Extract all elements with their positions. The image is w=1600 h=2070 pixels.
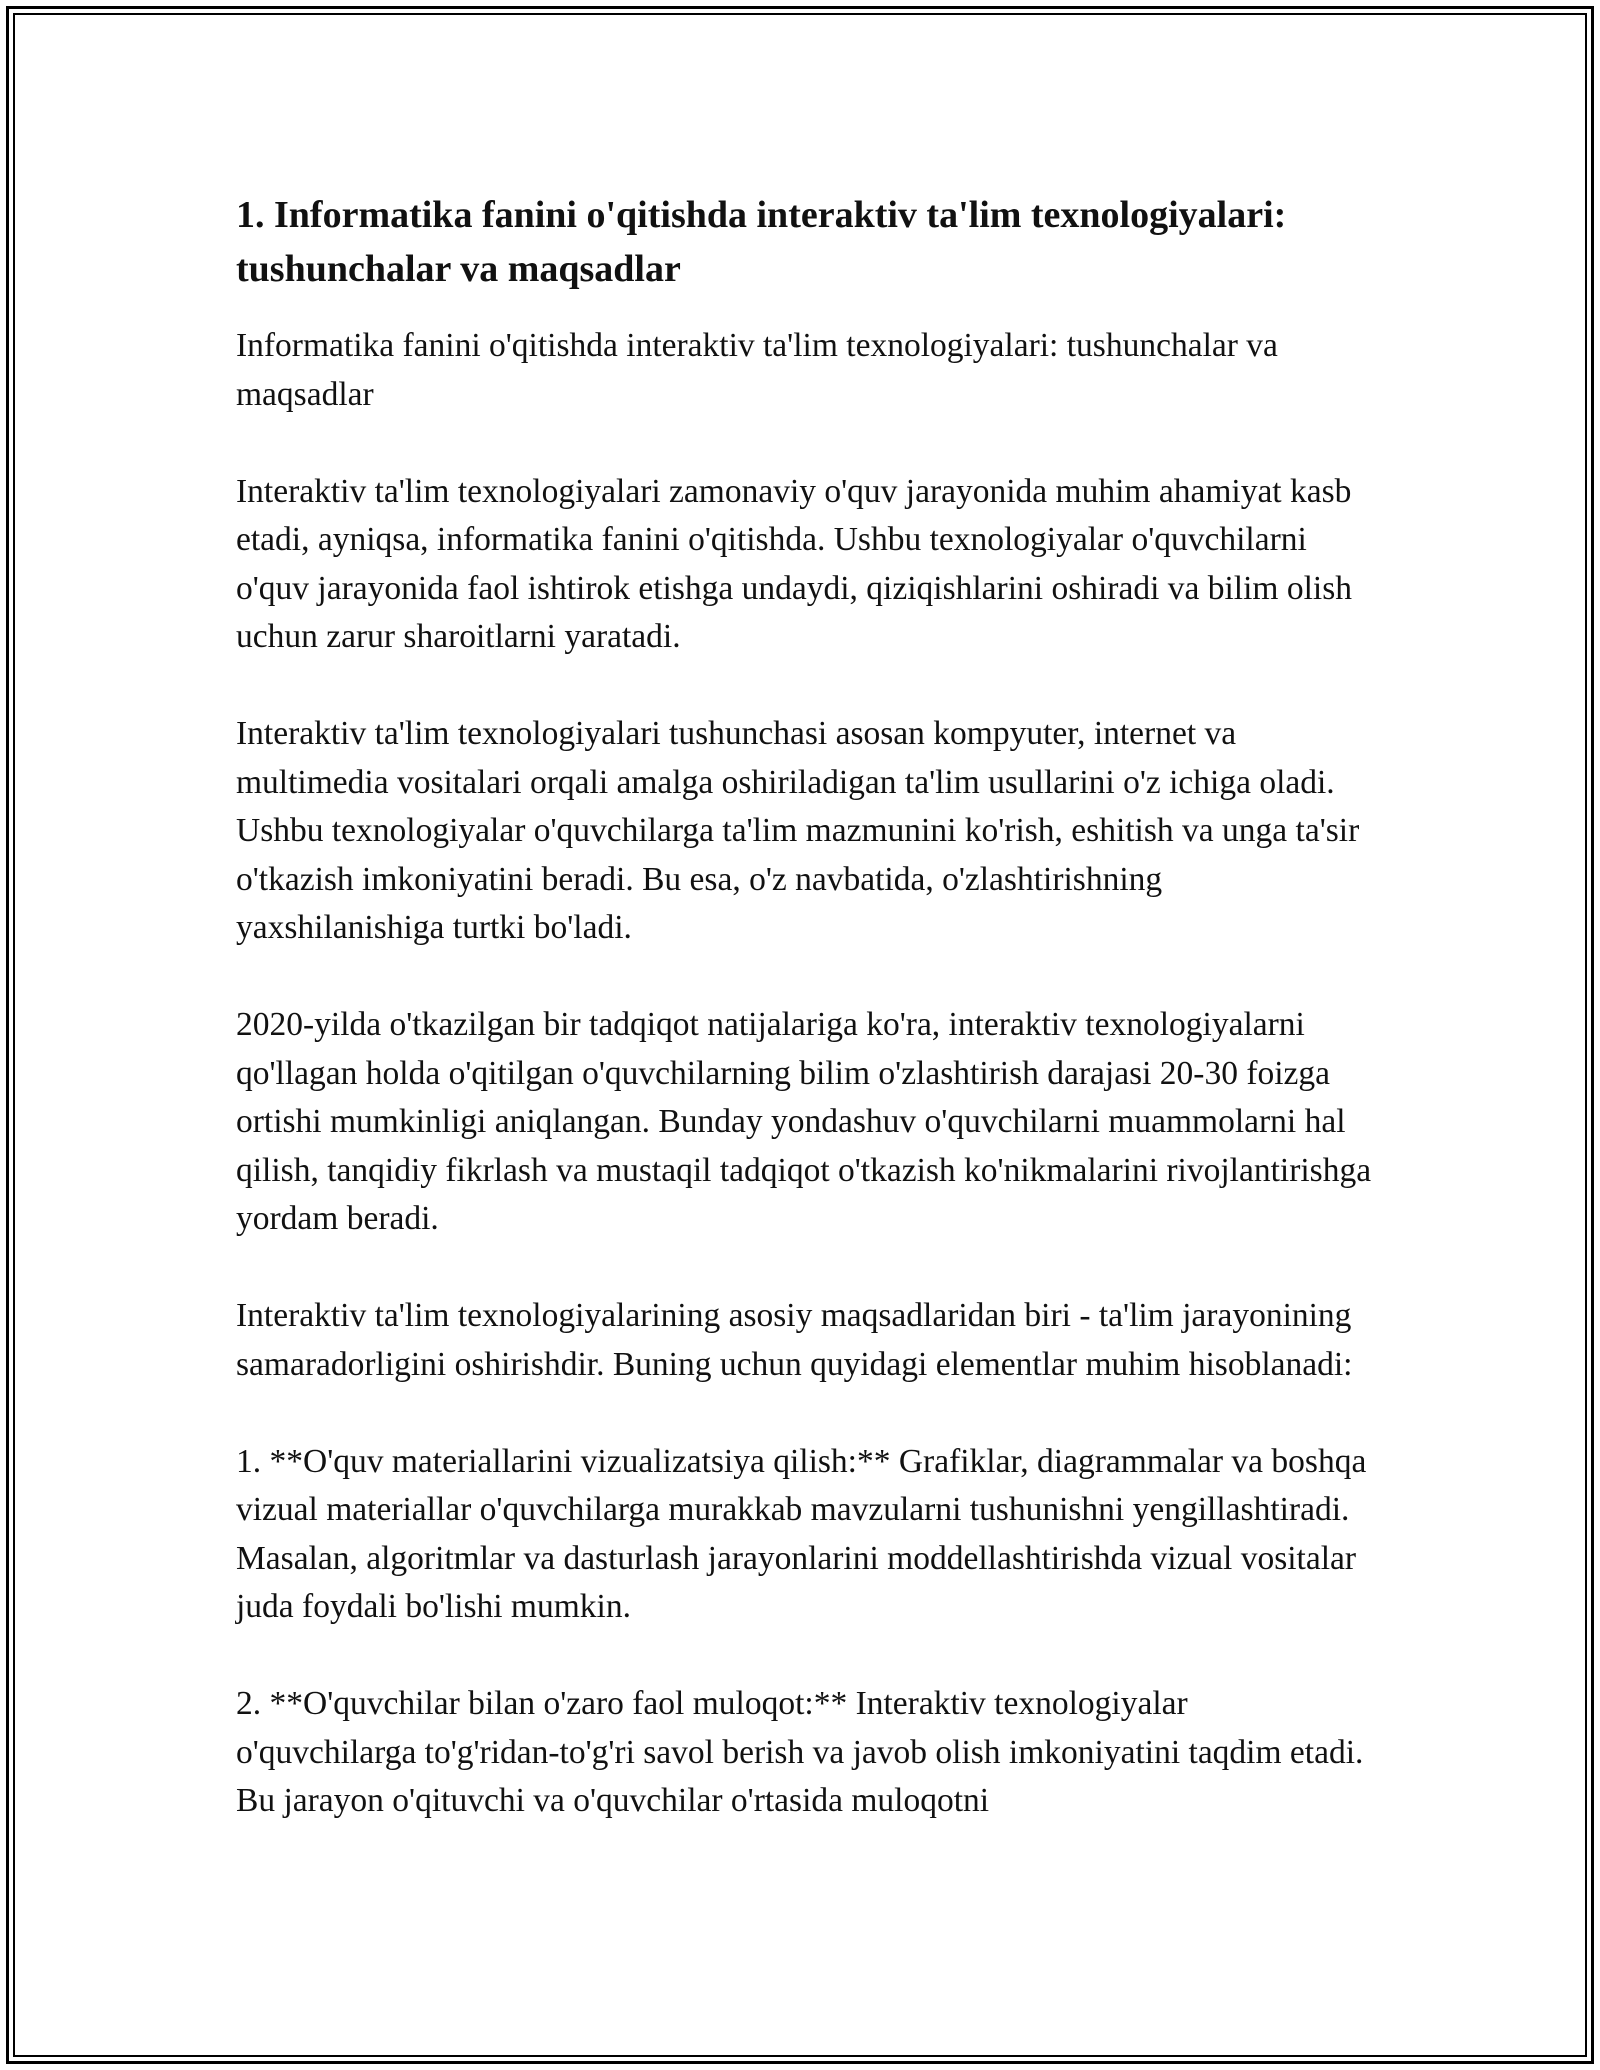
- section-title: 1. Informatika fanini o'qitishda interaktiv ta'lim texnologiyalari: tushunchalar va maqsadlar: [236, 194, 1287, 290]
- section-text: [236, 322, 1376, 1826]
- list-item-communication: 2. **O'quvchilar bilan o'zaro faol muloqot:** Interaktiv texnologiyalar o'quvchilarga to'g'ridan-to'g'ri savol berish va javob olish imkoniyatini taqdim etadi. Bu jarayon o'qituvchi va o'quvchilar o'rtasida muloqotni: [236, 1685, 1364, 1819]
- document-body: [236, 188, 1376, 1826]
- concept-paragraph: Interaktiv ta'lim texnologiyalari tushunchasi asosan kompyuter, internet va multimedia vositalari orqali amalga oshiriladigan ta'lim usullarini o'z ichiga oladi. Ushbu texnologiyalar o'quvchilarga ta'lim mazmunini ko'rish, eshitish va unga ta'sir o'tkazish imkoniyatini beradi. Bu esa, o'z navbatida, o'zlashtirishning yaxshilanishiga turtki bo'ladi.: [236, 715, 1360, 946]
- research-paragraph: 2020-yilda o'tkazilgan bir tadqiqot natijalariga ko'ra, interaktiv texnologiyalarni qo'llagan holda o'qitilgan o'quvchilarning bilim o'zlashtirish darajasi 20-30 foizga ortishi mumkinligi aniqlangan. Bunday yondashuv o'quvchilarni muammolarni hal qilish, tanqidiy fikrlash va mustaqil tadqiqot o'tkazish ko'nikmalarini rivojlantirishga yordam beradi.: [236, 1006, 1372, 1237]
- intro-paragraph: Interaktiv ta'lim texnologiyalari zamonaviy o'quv jarayonida muhim ahamiyat kasb etadi, ayniqsa, informatika fanini o'qitishda. Ushbu texnologiyalar o'quvchilarni o'quv jarayonida faol ishtirok etishga undaydi, qiziqishlarini oshiradi va bilim olish uchun zarur sharoitlarni yaratadi.: [236, 472, 1353, 655]
- goals-paragraph: Interaktiv ta'lim texnologiyalarining asosiy maqsadlaridan biri - ta'lim jarayonining samaradorligini oshirishdir. Buning uchun quyidagi elementlar muhim hisoblanadi:: [236, 1297, 1353, 1383]
- list-item-visualization: 1. **O'quv materiallarini vizualizatsiya qilish:** Grafiklar, diagrammalar va boshqa vizual materiallar o'quvchilarga murakkab mavzularni tushunishni yengillashtiradi. Masalan, algoritmlar va dasturlash jarayonlarini moddellashtirishda vizual vositalar juda foydali bo'lishi mumkin.: [236, 1442, 1367, 1625]
- subtitle-paragraph: Informatika fanini o'qitishda interaktiv ta'lim texnologiyalari: tushunchalar va maqsadlar: [236, 327, 1278, 413]
